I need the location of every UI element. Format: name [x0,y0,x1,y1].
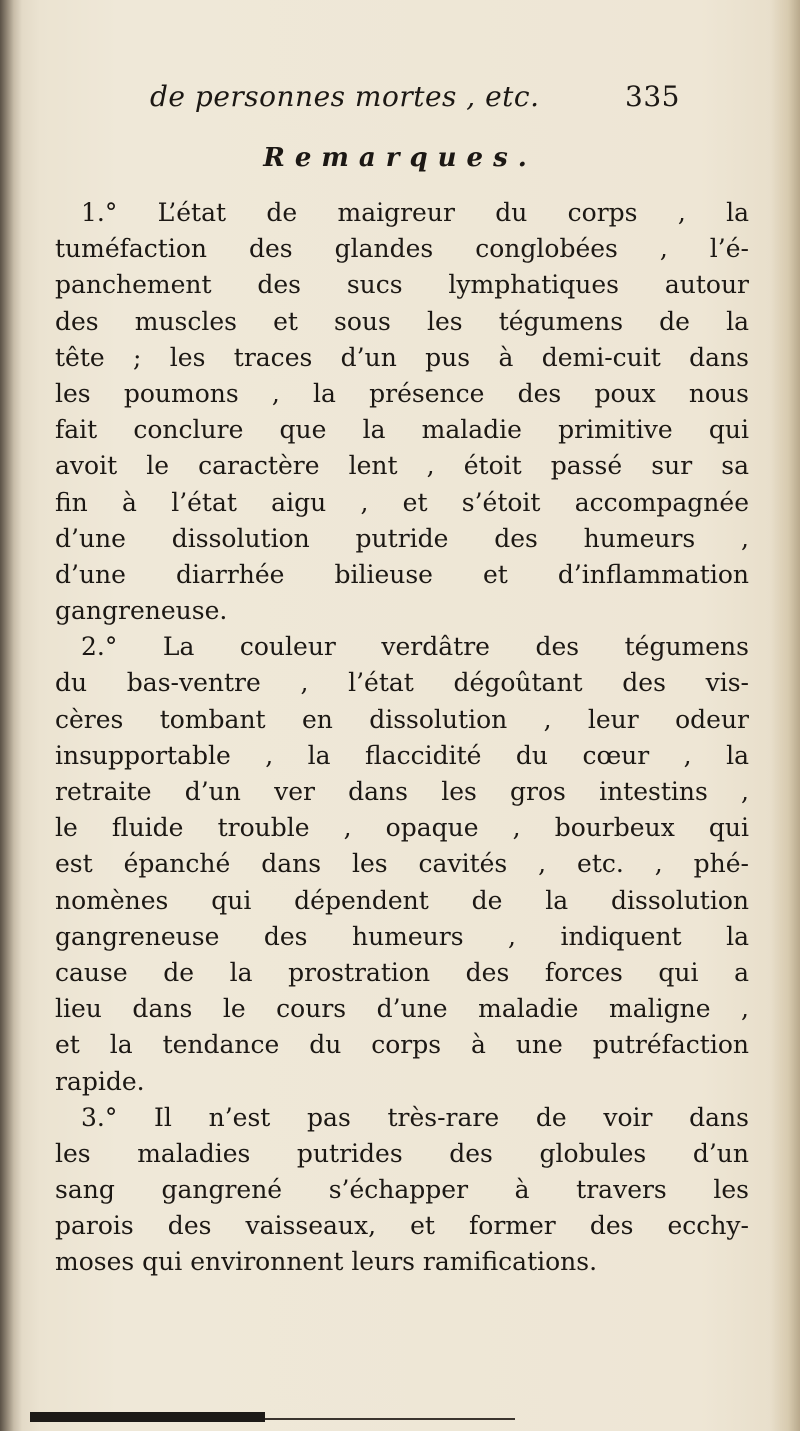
text-line: fait conclure que la maladie primitive qui [55,415,749,445]
text-line: cause de la prostration des forces qui a [55,957,749,987]
text-line: fin à l’état aigu , et s’étoit accompagnée [55,487,749,517]
section-title: Remarques. [263,143,537,173]
text-line: est épanché dans les cavités , etc. , phé- [55,849,749,879]
body-text [55,195,749,1281]
text-line: du bas-ventre , l’état dégoûtant des vis- [55,668,749,698]
text-line: panchement des sucs lymphatiques autour [55,270,749,300]
text-line: retraite d’un ver dans les gros intestins , [55,777,749,806]
text-line: des muscles et sous les tégumens de la [55,306,749,336]
text-line: le fluide trouble , opaque , bourbeux qui [55,813,749,843]
bottom-rule-tail [265,1418,515,1420]
text-line: moses qui environnent leurs ramifications. [55,1247,598,1277]
running-head-title: de personnes mortes , etc. [150,80,540,113]
text-line: tuméfaction des glandes conglobées , l’é- [55,234,749,264]
text-line: nomènes qui dépendent de la dissolution [55,885,749,915]
page-binding-shadow [0,0,22,1431]
text-line: rapide. [55,1066,145,1096]
page-number: 335 [625,80,680,113]
text-line: et la tendance du corps à une putréfaction [55,1030,749,1060]
text-line: gangreneuse. [55,596,228,626]
text-line: 2.° La couleur verdâtre des tégumens [81,632,749,662]
text-line: sang gangrené s’échapper à travers les [55,1175,749,1205]
text-line: parois des vaisseaux, et former des ecchy- [55,1211,749,1241]
bottom-rule [30,1412,265,1422]
text-line: avoit le caractère lent , étoit passé sur sa [55,451,749,481]
text-line: 3.° Il n’est pas très-rare de voir dans [81,1102,749,1132]
text-line: les maladies putrides des globules d’un [55,1138,749,1168]
text-line: gangreneuse des humeurs , indiquent la [55,921,749,951]
text-line: tête ; les traces d’un pus à demi-cuit dans [55,342,749,372]
text-line: cères tombant en dissolution , leur odeur [55,704,749,734]
text-line: les poumons , la présence des poux nous [55,378,749,408]
text-line: d’une diarrhée bilieuse et d’inflammation [55,559,749,589]
page-edge-shadow [770,0,800,1431]
text-line: lieu dans le cours d’une maladie maligne , [55,994,749,1024]
text-line: 1.° L’état de maigreur du corps , la [81,198,749,227]
text-line: insupportable , la flaccidité du cœur , la [55,740,749,770]
text-line: d’une dissolution putride des humeurs , [55,523,749,553]
